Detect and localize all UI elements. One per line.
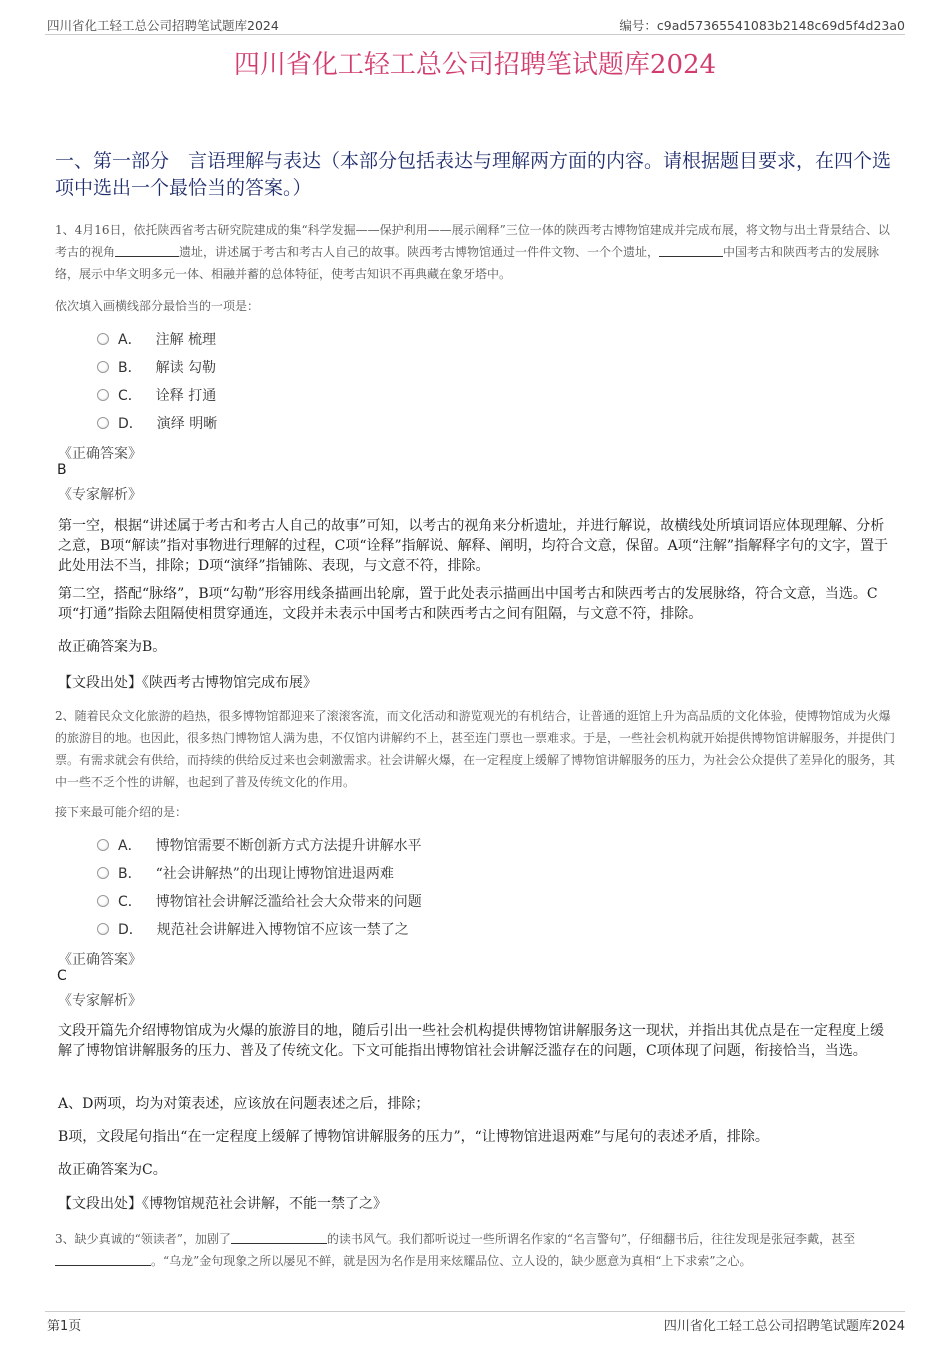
analysis-conclusion: 故正确答案为B。 <box>58 639 167 655</box>
option-letter: D． <box>118 922 143 938</box>
question-1-text-part-c: 中国考古和陕西考古的发展脉络，展示中华文明多元一体、相融并蓄的总体特征，使考古知识不再典藏在象牙塔中。 <box>55 245 880 281</box>
correct-answer-label: 《正确答案》 <box>58 952 142 968</box>
q1-option-d[interactable] <box>97 413 217 435</box>
answer-blank <box>115 244 179 257</box>
q2-option-d[interactable] <box>97 919 409 941</box>
question-1-prompt: 依次填入画横线部分最恰当的一项是： <box>55 299 260 313</box>
q2-option-c[interactable] <box>97 891 422 913</box>
radio-icon[interactable] <box>97 333 109 345</box>
option-text: 解读 勾勒 <box>155 360 217 376</box>
analysis-paragraph: A、D两项，均为对策表述，应该放在问题表述之后，排除； <box>58 1096 430 1112</box>
radio-icon[interactable] <box>97 867 109 879</box>
expert-analysis-label: 《专家解析》 <box>58 487 142 503</box>
answer-blank <box>659 244 723 257</box>
answer-blank <box>55 1253 151 1266</box>
option-text: 演绎 明晰 <box>156 416 218 432</box>
question-2-text: 2、随着民众文化旅游的趋热，很多博物馆都迎来了滚滚客流，而文化活动和游览观光的有机结合，让普通的逛馆上升为高品质的文化体验，使博物馆成为火爆的旅游目的地。也因此，很多热门博物馆人满为患，不仅馆内讲解约不上，甚至连门票也一票难求。于是，一些社会机构就开始提供博物馆讲解服务，并提供门票。有需求就会有供给，而持续的供给反过来也会刺激需求。社会讲解火爆，在一定程度上缓解了博物馆讲解服务的压力，为社会公众提供了差异化的服务，其中一些不乏个性的讲解，也起到了普及传统文化的作用。 <box>55 709 896 789</box>
page-number: 第1页 <box>47 1319 82 1334</box>
correct-answer: B <box>57 462 67 478</box>
footer-doc-title: 四川省化工轻工总公司招聘笔试题库2024 <box>663 1319 905 1334</box>
radio-icon[interactable] <box>97 361 109 373</box>
analysis-paragraph: 文段开篇先介绍博物馆成为火爆的旅游目的地，随后引出一些社会机构提供博物馆讲解服务这一现状，并指出其优点是在一定程度上缓解了博物馆讲解服务的压力、普及了传统文化。下文可能指出博物馆社会讲解泛滥存在的问题，C项体现了问题，衔接恰当，当选。 <box>58 1023 884 1059</box>
radio-icon[interactable] <box>97 839 109 851</box>
question-3-text-part-a: 3、缺少真诚的“领读者”，加剧了 <box>55 1232 231 1246</box>
question-3-text <box>55 1228 900 1272</box>
option-text: 博物馆需要不断创新方式方法提升讲解水平 <box>155 838 422 854</box>
option-text: “社会讲解热”的出现让博物馆进退两难 <box>155 866 394 882</box>
correct-answer-label: 《正确答案》 <box>58 446 142 462</box>
source-citation: 【文段出处】《陕西考古博物馆完成布展》 <box>58 675 317 691</box>
radio-icon[interactable] <box>97 389 109 401</box>
option-text: 规范社会讲解进入博物馆不应该一禁了之 <box>156 922 409 938</box>
analysis-conclusion: 故正确答案为C。 <box>58 1162 167 1178</box>
page-header <box>45 14 905 35</box>
analysis-paragraph: B项，文段尾句指出“在一定程度上缓解了博物馆讲解服务的压力”，“让博物馆进退两难”与尾句的表述矛盾，排除。 <box>58 1129 769 1145</box>
section-heading: 一、第一部分 言语理解与表达（本部分包括表达与理解两方面的内容。请根据题目要求，在四个选项中选出一个最恰当的答案。） <box>55 150 892 199</box>
header-doc-number: 编号：c9ad57365541083b2148c69d5f4d23a0 <box>619 18 905 33</box>
option-text: 诠释 打通 <box>155 388 217 404</box>
option-text: 注解 梳理 <box>155 332 217 348</box>
q2-option-a[interactable] <box>97 835 422 857</box>
question-1-text <box>55 219 900 285</box>
q1-option-c[interactable] <box>97 385 216 407</box>
option-letter: A． <box>118 332 142 348</box>
page-title: 四川省化工轻工总公司招聘笔试题库2024 <box>233 50 717 80</box>
radio-icon[interactable] <box>97 417 109 429</box>
option-letter: B． <box>118 360 142 376</box>
option-letter: B． <box>118 866 142 882</box>
radio-icon[interactable] <box>97 923 109 935</box>
header-doc-title: 四川省化工轻工总公司招聘笔试题库2024 <box>47 18 279 33</box>
correct-answer: C <box>57 968 67 984</box>
option-letter: D． <box>118 416 143 432</box>
page-footer <box>45 1311 905 1332</box>
option-letter: C． <box>118 894 142 910</box>
analysis-paragraph: 第二空，搭配“脉络”，B项“勾勒”形容用线条描画出轮廓，置于此处表示描画出中国考古和陕西考古的发展脉络，符合文意，当选。C项“打通”指除去阻隔使相贯穿通连，文段并未表示中国考古和陕西考古之间有阻隔，与文意不符，排除。 <box>58 586 878 622</box>
question-2-prompt: 接下来最可能介绍的是： <box>55 805 188 819</box>
radio-icon[interactable] <box>97 895 109 907</box>
question-3-text-part-c: 。“乌龙”金句现象之所以屡见不鲜，就是因为名作是用来炫耀品位、立人设的，缺少愿意为真相“上下求索”之心。 <box>151 1254 752 1268</box>
answer-blank <box>231 1231 327 1244</box>
option-letter: A． <box>118 838 142 854</box>
question-1-text-part-b: 遗址，讲述属于考古和考古人自己的故事。陕西考古博物馆通过一件件文物、一个个遗址， <box>179 245 660 259</box>
q1-option-b[interactable] <box>97 357 216 379</box>
q2-option-b[interactable] <box>97 863 394 885</box>
option-letter: C． <box>118 388 142 404</box>
option-text: 博物馆社会讲解泛滥给社会大众带来的问题 <box>155 894 422 910</box>
source-citation: 【文段出处】《博物馆规范社会讲解，不能一禁了之》 <box>58 1196 387 1212</box>
expert-analysis-label: 《专家解析》 <box>58 993 142 1009</box>
question-3-text-part-b: 的读书风气。我们都听说过一些所谓名作家的“名言警句”，仔细翻书后，往往发现是张冠李戴，甚至 <box>326 1232 856 1246</box>
question-1-text-part-a: 1、4月16日，依托陕西省考古研究院建成的集“科学发掘——保护利用——展示阐释”三位一体的陕西考古博物馆建成并完成布展，将文物与出土背景结合、以考古的视角 <box>55 223 890 259</box>
q1-option-a[interactable] <box>97 329 216 351</box>
analysis-paragraph: 第一空，根据“讲述属于考古和考古人自己的故事”可知，以考古的视角来分析遗址，并进行解说，故横线处所填词语应体现理解、分析之意，B项“解读”指对事物进行理解的过程，C项“诠释”指解说、解释、阐明，均符合文意，保留。A项“注解”指解释字句的文字，置于此处用法不当，排除；D项“演绎”指铺陈、表现，与文意不符，排除。 <box>58 518 889 574</box>
